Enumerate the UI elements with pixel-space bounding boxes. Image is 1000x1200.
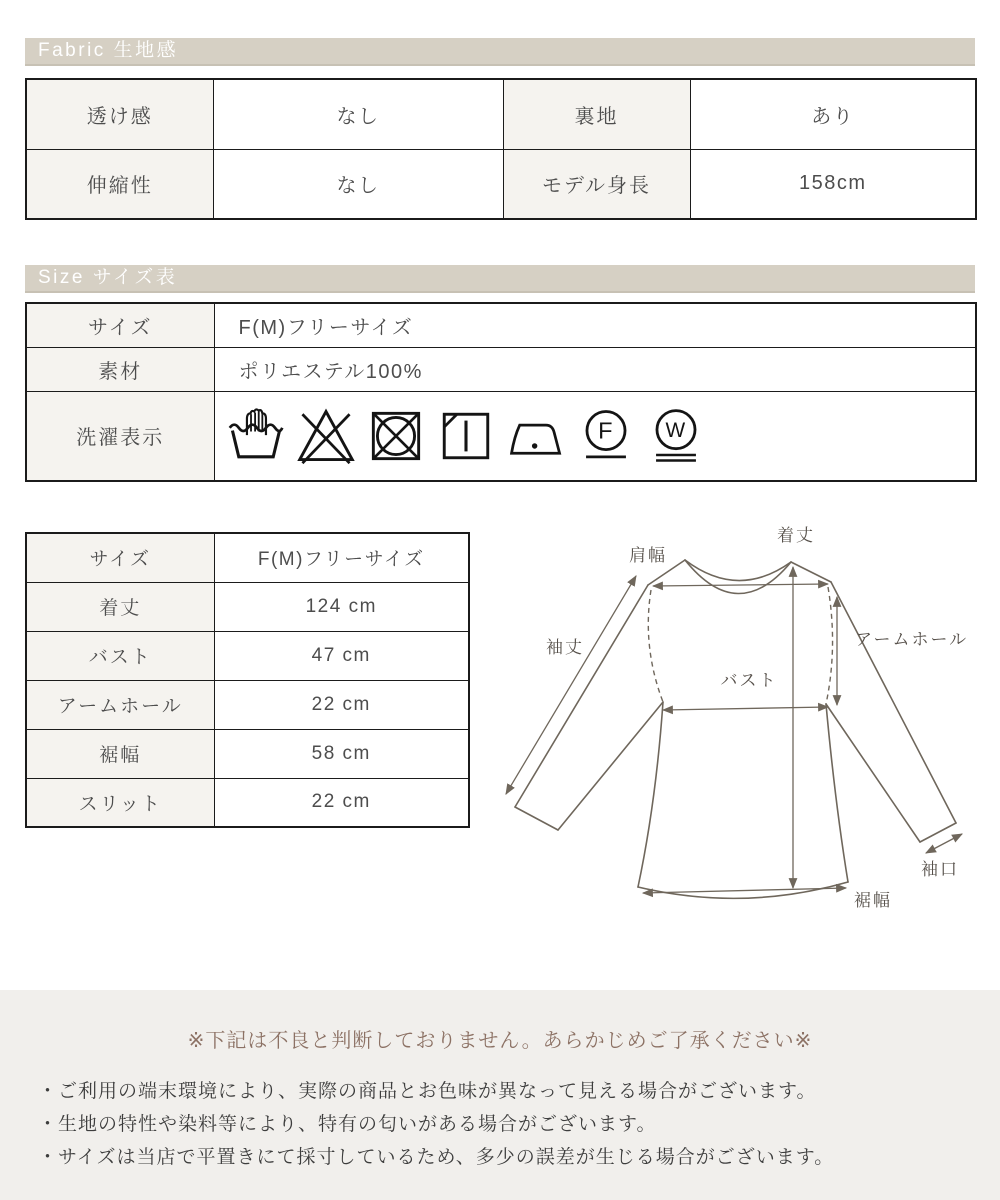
diagram-label-shoulder: 肩幅 bbox=[629, 546, 667, 565]
care-symbols bbox=[215, 407, 975, 465]
table-row bbox=[26, 680, 469, 729]
fabric-row-label: 透け感 bbox=[26, 79, 213, 149]
table-row bbox=[26, 391, 976, 481]
measure-value: 124 cm bbox=[214, 582, 469, 631]
fabric-row-label: モデル身長 bbox=[503, 149, 690, 219]
table-row bbox=[26, 533, 469, 582]
measurement-table bbox=[25, 532, 470, 828]
diagram-label-cuff: 袖口 bbox=[921, 860, 959, 879]
table-row bbox=[26, 778, 469, 827]
wet-clean-w-icon bbox=[647, 407, 705, 465]
garment-outline bbox=[515, 560, 956, 898]
size-spec-table bbox=[25, 302, 977, 482]
garment-measurement-diagram bbox=[488, 512, 993, 940]
size-row-value: F(M)フリーサイズ bbox=[214, 303, 976, 347]
measurement-arrows bbox=[506, 567, 962, 893]
disclaimer-item: ・サイズは当店で平置きにて採寸しているため、多少の誤差が生じる場合がございます。 bbox=[38, 1147, 835, 1168]
fabric-section-title: Fabric 生地感 bbox=[25, 38, 975, 66]
disclaimer-list bbox=[38, 1075, 1000, 1174]
material-row-value: ポリエステル100% bbox=[214, 347, 976, 391]
measure-label: サイズ bbox=[26, 533, 214, 582]
table-row bbox=[26, 631, 469, 680]
material-row-label: 素材 bbox=[26, 347, 214, 391]
fabric-row-value: あり bbox=[690, 79, 976, 149]
dry-clean-letter: F bbox=[597, 417, 614, 444]
measure-value: 22 cm bbox=[214, 680, 469, 729]
table-row bbox=[26, 79, 976, 149]
hand-wash-icon bbox=[227, 407, 285, 465]
diagram-label-bust: バスト bbox=[720, 671, 778, 690]
fabric-row-value: なし bbox=[213, 79, 503, 149]
measure-label: アームホール bbox=[26, 680, 214, 729]
care-row-value bbox=[214, 391, 976, 481]
measure-value: 47 cm bbox=[214, 631, 469, 680]
fabric-row-label: 裏地 bbox=[503, 79, 690, 149]
measure-label: スリット bbox=[26, 778, 214, 827]
table-row bbox=[26, 729, 469, 778]
do-not-tumble-dry-icon bbox=[367, 407, 425, 465]
disclaimer-panel bbox=[0, 990, 1000, 1200]
measure-label: 着丈 bbox=[26, 582, 214, 631]
do-not-bleach-icon bbox=[297, 407, 355, 465]
wet-clean-letter: W bbox=[664, 418, 687, 442]
size-row-label: サイズ bbox=[26, 303, 214, 347]
disclaimer-heading: ※下記は不良と判断しておりません。あらかじめご了承ください※ bbox=[187, 1030, 813, 1052]
fabric-row-value: 158cm bbox=[690, 149, 976, 219]
dry-clean-f-icon bbox=[577, 407, 635, 465]
diagram-label-sleeve: 袖丈 bbox=[546, 638, 584, 657]
care-row-label: 洗濯表示 bbox=[26, 391, 214, 481]
iron-low-one-dot-icon bbox=[507, 407, 565, 465]
diagram-label-hem: 裾幅 bbox=[854, 891, 892, 910]
measure-value: 22 cm bbox=[214, 778, 469, 827]
measure-value: 58 cm bbox=[214, 729, 469, 778]
diagram-label-length: 着丈 bbox=[777, 526, 815, 545]
table-row bbox=[26, 582, 469, 631]
measure-label: バスト bbox=[26, 631, 214, 680]
table-row bbox=[26, 149, 976, 219]
table-row bbox=[26, 347, 976, 391]
fabric-row-value: なし bbox=[213, 149, 503, 219]
diagram-label-armhole: アームホール bbox=[855, 630, 969, 649]
measure-value: F(M)フリーサイズ bbox=[214, 533, 469, 582]
size-section-title: Size サイズ表 bbox=[25, 265, 975, 293]
line-dry-in-shade-icon bbox=[437, 407, 495, 465]
disclaimer-item: ・生地の特性や染料等により、特有の匂いがある場合がございます。 bbox=[38, 1114, 657, 1135]
table-row bbox=[26, 303, 976, 347]
disclaimer-item: ・ご利用の端末環境により、実際の商品とお色味が異なって見える場合がございます。 bbox=[38, 1081, 817, 1102]
measure-label: 裾幅 bbox=[26, 729, 214, 778]
fabric-table bbox=[25, 78, 977, 220]
fabric-row-label: 伸縮性 bbox=[26, 149, 213, 219]
